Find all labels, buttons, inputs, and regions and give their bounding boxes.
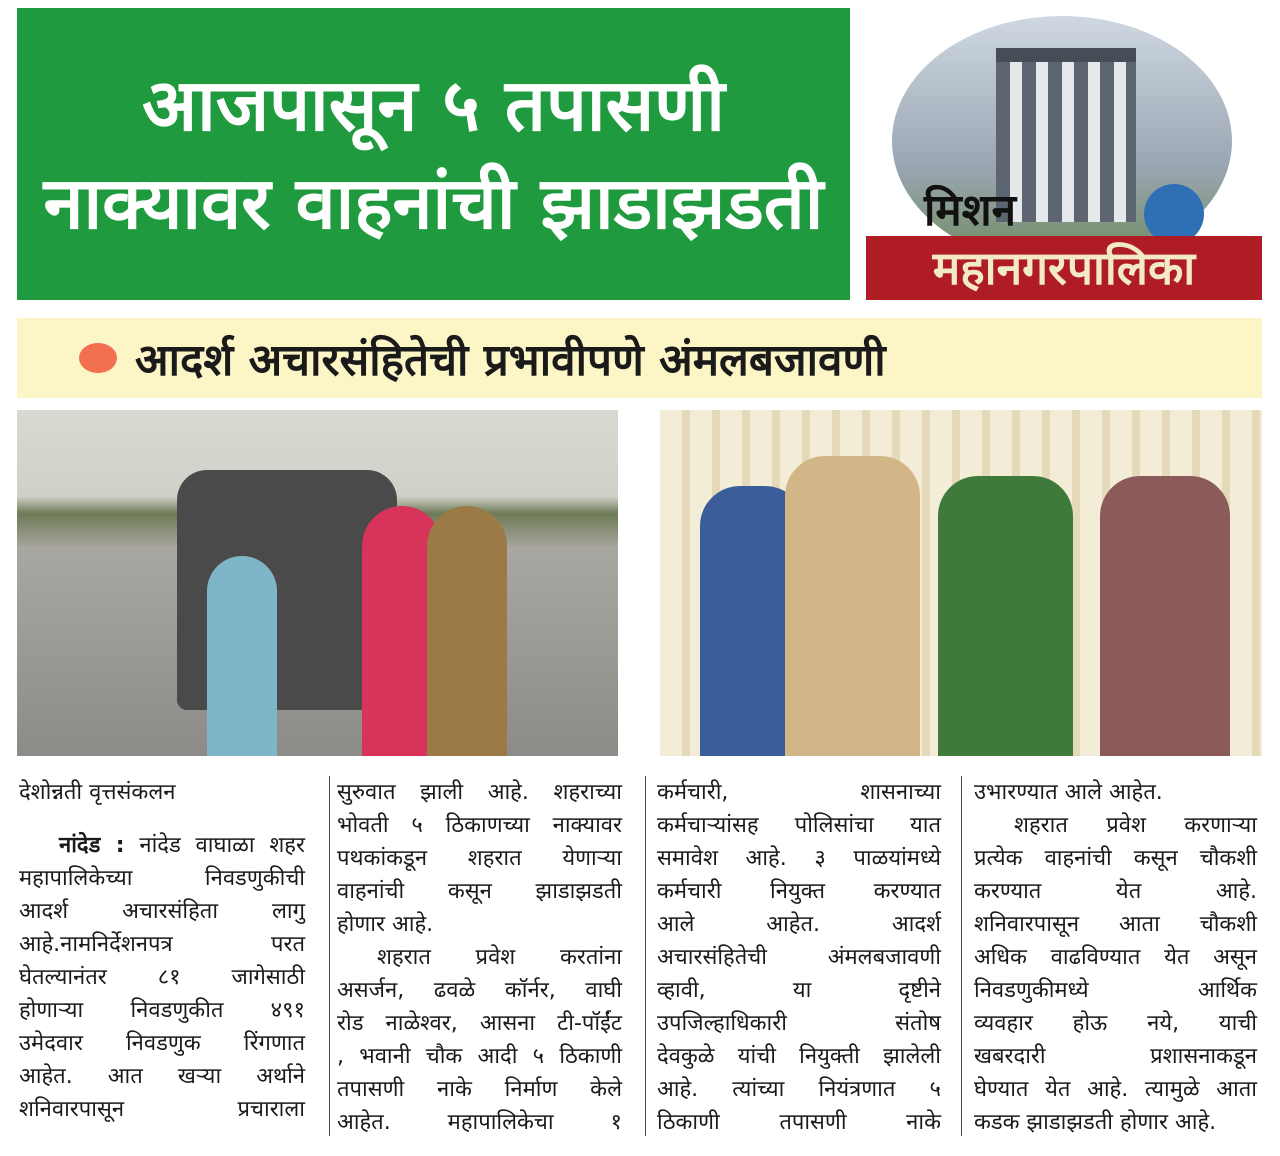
text-line: शनिवारपासून प्रचाराला bbox=[19, 1097, 305, 1122]
article-column-3 bbox=[657, 776, 941, 1139]
text-line: , भवानी चौक आदी ५ ठिकाणी bbox=[337, 1044, 622, 1069]
text-line: घेण्यात येत आहे. त्यामुळे आता bbox=[974, 1077, 1257, 1102]
text-line: अधिक वाढविण्यात येत असून bbox=[974, 945, 1257, 970]
text-line: शहरात प्रवेश करणाऱ्या bbox=[1014, 813, 1257, 838]
logo-line-2: महानगरपालिका bbox=[932, 241, 1196, 295]
text-line: व्यवहार होऊ नये, याची bbox=[974, 1011, 1257, 1036]
text-line: शनिवारपासून आता चौकशी bbox=[974, 912, 1257, 937]
text-line: कडक झाडाझडती होणार आहे. bbox=[974, 1110, 1217, 1135]
text-line: कर्मचाऱ्यांसह पोलिसांचा यात bbox=[657, 813, 941, 838]
ballot-seal-icon bbox=[1144, 184, 1204, 244]
text-line: कर्मचारी, शासनाच्या bbox=[657, 780, 941, 805]
text-line: तपासणी नाके निर्माण केले bbox=[337, 1077, 622, 1102]
subheadline-band bbox=[17, 318, 1262, 398]
text-line: वाहनांची कसून झाडाझडती bbox=[337, 879, 622, 904]
text-line: असर्जन, ढवळे कॉर्नर, वाघी bbox=[337, 978, 622, 1003]
text-line: आले आहेत. आदर्श bbox=[657, 912, 941, 937]
text-line: उमेदवार निवडणुक रिंगणात bbox=[19, 1031, 305, 1056]
headline-box bbox=[17, 8, 850, 300]
text-line: ठिकाणी तपासणी नाके bbox=[657, 1110, 941, 1135]
person bbox=[785, 456, 920, 756]
text-line: आहेत. महापालिकेचा १ bbox=[337, 1110, 622, 1135]
text-line: शहरात प्रवेश करतांना bbox=[377, 945, 622, 970]
mission-mahanagarpalika-logo bbox=[866, 8, 1262, 300]
article-column-4 bbox=[974, 776, 1257, 1139]
person bbox=[207, 556, 277, 756]
text-line: कर्मचारी नियुक्त करण्यात bbox=[657, 879, 941, 904]
text-line: देवकुळे यांची नियुक्ती झालेली bbox=[657, 1044, 941, 1069]
person bbox=[427, 506, 507, 756]
text-line: व्हावी, या दृष्टीने bbox=[657, 978, 941, 1003]
text-line: आहे.नामनिर्देशनपत्र परत bbox=[19, 932, 305, 957]
text-line: उपजिल्हाधिकारी संतोष bbox=[657, 1011, 941, 1036]
building-icon bbox=[996, 48, 1136, 222]
text-line: निवडणुकीमध्ये आर्थिक bbox=[974, 978, 1257, 1003]
text-line: नांदेड : नांदेड वाघाळा शहर bbox=[59, 833, 305, 858]
text-line: आदर्श अचारसंहिता लागु bbox=[19, 899, 305, 924]
logo-line-1: मिशन bbox=[924, 185, 1017, 236]
text-line: उभारण्यात आले आहेत. bbox=[974, 780, 1163, 805]
dateline: नांदेड : bbox=[59, 833, 125, 858]
headline-line-1: आजपासून ५ तपासणी bbox=[142, 63, 725, 147]
text-line: आहेत. आत खऱ्या अर्थाने bbox=[19, 1064, 305, 1089]
bullet-icon bbox=[79, 343, 117, 373]
text-line: होणाऱ्या निवडणुकीत ४९१ bbox=[19, 998, 305, 1023]
text-line: अचारसंहितेची अंमलबजावणी bbox=[657, 945, 941, 970]
text-line: रोड नाळेश्वर, आसना टी-पॉईंट bbox=[337, 1011, 622, 1036]
subheadline: आदर्श अचारसंहितेची प्रभावीपणे अंमलबजावणी bbox=[135, 335, 886, 386]
text-line: सुरुवात झाली आहे. शहराच्या bbox=[337, 780, 622, 805]
article-column-2 bbox=[337, 776, 622, 1139]
text-line: समावेश आहे. ३ पाळयांमध्ये bbox=[657, 846, 941, 871]
article-body bbox=[17, 776, 1262, 1141]
byline: देशोन्नती वृत्तसंकलन bbox=[19, 780, 176, 805]
text-line: आहे. त्यांच्या नियंत्रणात ५ bbox=[657, 1077, 941, 1102]
person bbox=[938, 476, 1073, 756]
headline-line-2: नाक्यावर वाहनांची झाडाझडती bbox=[43, 161, 824, 245]
vehicle-inspection-photo bbox=[17, 410, 618, 756]
text-line: पथकांकडून शहरात येणाऱ्या bbox=[337, 846, 622, 871]
text-line: घेतल्यानंतर ८१ जागेसाठी bbox=[19, 965, 305, 990]
text-line: प्रत्येक वाहनांची कसून चौकशी bbox=[974, 846, 1257, 871]
text-line: भोवती ५ ठिकाणच्या नाक्यावर bbox=[337, 813, 622, 838]
person bbox=[1100, 476, 1230, 756]
officials-group-photo bbox=[660, 410, 1262, 756]
logo-band bbox=[866, 236, 1262, 300]
text-line: करण्यात येत आहे. bbox=[974, 879, 1257, 904]
text-line: महापालिकेच्या निवडणुकीची bbox=[19, 866, 305, 891]
text-line: खबरदारी प्रशासनाकडून bbox=[974, 1044, 1257, 1069]
article-column-1 bbox=[19, 776, 305, 1126]
text-line: होणार आहे. bbox=[337, 912, 434, 937]
